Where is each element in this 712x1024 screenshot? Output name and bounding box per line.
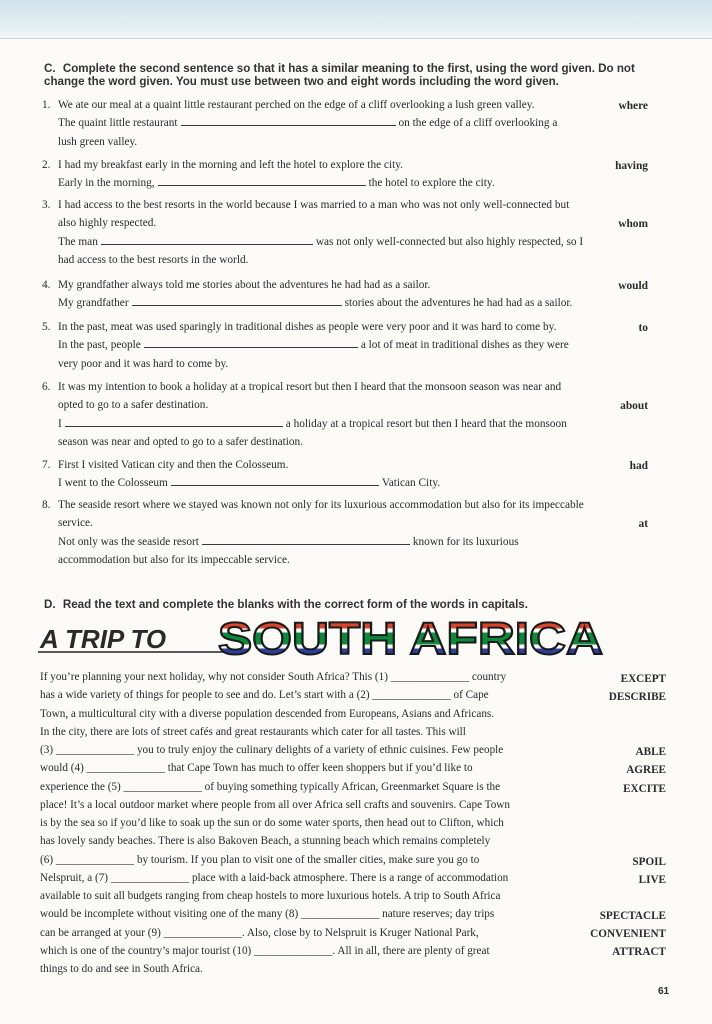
capital-word: EXCITE [623, 783, 666, 795]
rewrite-sentence [58, 114, 576, 151]
rewrite-end: a holiday at a tropical resort but then I heard that the monsoon season was near and opted to go to a safer destination. [58, 417, 567, 449]
rewrite-start: I [58, 417, 62, 430]
section-c-instruction-text: Complete the second sentence so that it has a similar meaning to the first, using the word given. Do not change the word given. You must use between two and eight words including the word given. [44, 62, 635, 88]
rewrite-end: stories about the adventures he had had as a sailor. [344, 297, 573, 310]
rewrite-end: a lot of meat in traditional dishes as they were very poor and it was hard to come by. [58, 339, 569, 370]
page-number: 61 [658, 986, 670, 997]
answer-blank[interactable] [132, 294, 342, 306]
answer-blank[interactable] [65, 415, 283, 427]
exercise-item [42, 96, 650, 151]
original-sentence: I had access to the best resorts in the world because I was married to a man who was not only well-connected but also highly respected. [58, 199, 570, 230]
capital-word: SPOIL [632, 856, 666, 868]
exercise-item [42, 496, 650, 570]
section-d-letter: D. [44, 598, 56, 611]
text-line: has a wide variety of things for people to see and do. Let’s start with a (2) ______________ of Cape [40, 689, 489, 702]
rewrite-sentence [58, 336, 588, 373]
keyword: at [638, 518, 648, 530]
keyword: about [620, 400, 648, 412]
text-line: Town, a multicultural city with a diverse population descended from Europeans, Asians and Africans. [40, 707, 495, 720]
rewrite-start: I went to the Colosseum [58, 477, 168, 490]
keyword: had [629, 460, 648, 472]
original-sentence: I had my breakfast early in the morning and left the hotel to explore the city. [58, 159, 403, 171]
text-line: place! It’s a local outdoor market where people from all over Africa sell crafts and souvenirs. Cape Town [40, 798, 510, 811]
original-sentence: The seaside resort where we stayed was known not only for its luxurious accommodation but also for its impeccable service. [58, 499, 584, 530]
rewrite-start: Early in the morning, [58, 177, 155, 190]
banner-main: SOUTH AFRICA [218, 613, 603, 664]
answer-blank[interactable] [158, 174, 366, 186]
capital-word: CONVENIENT [590, 928, 666, 940]
rewrite-start: The man [58, 235, 98, 248]
rewrite-sentence [58, 174, 588, 192]
text-line: experience the (5) ______________ of buying something typically African, Greenmarket Square is the [40, 780, 501, 793]
original-sentence: In the past, meat was used sparingly in traditional dishes as people were very poor and it was hard to come by. [58, 321, 557, 333]
rewrite-start: My grandfather [58, 297, 129, 310]
rewrite-sentence [58, 474, 588, 492]
capital-word: EXCEPT [620, 673, 666, 685]
section-d-instructions [44, 598, 654, 611]
banner-graphic [38, 612, 608, 664]
text-line: can be arranged at your (9) ______________. Also, close by to Nelspruit is Kruger National Park, [40, 926, 479, 939]
rewrite-sentence [58, 533, 588, 570]
capital-word: DESCRIBE [608, 691, 666, 703]
text-line: available to suit all budgets ranging from cheap hostels to more luxurious hotels. A trip to South Africa [40, 890, 501, 902]
rewrite-sentence [58, 415, 588, 452]
exercise-item [42, 196, 650, 270]
text-line: would be incomplete without visiting one of the many (8) ______________ nature reserves; day trips [40, 908, 495, 921]
exercise-item [42, 156, 650, 193]
original-sentence: We ate our meal at a quaint little restaurant perched on the edge of a cliff overlooking a lush green valley. [58, 99, 535, 111]
item-number: 8. [42, 499, 51, 511]
answer-blank[interactable] [144, 336, 358, 348]
original-sentence: My grandfather always told me stories about the adventures he had had as a sailor. [58, 279, 431, 291]
rewrite-end: known for its luxurious accommodation but also for its impeccable service. [58, 535, 519, 567]
text-line: which is one of the country’s major tourist (10) ______________. All in all, there are plenty of great [40, 944, 490, 957]
top-header-band [0, 0, 712, 39]
keyword: having [615, 160, 648, 172]
text-line: is by the sea so if you’d like to soak up the sun or do some water sports, then head out to Clifton, which [40, 817, 504, 829]
text-line: (3) ______________ you to truly enjoy the culinary delights of a variety of ethnic cuisines. Few people [40, 744, 504, 756]
exercise-item [42, 276, 650, 313]
rewrite-end: was not only well-connected but also highly respected, so I had access to the best resorts in the world. [58, 235, 584, 267]
text-line: (6) ______________ by tourism. If you plan to visit one of the smaller cities, make sure you go to [40, 853, 480, 866]
trip-banner [38, 612, 608, 664]
item-number: 2. [42, 159, 51, 171]
capital-word: ATTRACT [612, 946, 666, 958]
rewrite-end: Vatican City. [381, 477, 441, 490]
rewrite-start: In the past, people [58, 339, 141, 352]
keyword: to [638, 322, 648, 334]
item-number: 7. [42, 459, 51, 471]
rewrite-end: on the edge of a cliff overlooking a lush green valley. [58, 117, 558, 148]
item-number: 6. [42, 381, 51, 393]
keyword: whom [618, 218, 648, 230]
capital-word: AGREE [626, 764, 666, 776]
text-line: In the city, there are lots of street cafés and great restaurants which cater for all tastes. This will [40, 725, 466, 738]
section-d-instruction-text: Read the text and complete the blanks with the correct form of the words in capitals. [62, 598, 528, 611]
capital-word: LIVE [638, 874, 666, 886]
answer-blank[interactable] [171, 474, 379, 486]
text-line: has lovely sandy beaches. There is also Bakoven Beach, a stunning beach which remains completely [40, 835, 491, 848]
rewrite-sentence [58, 294, 588, 312]
item-number: 4. [42, 279, 51, 291]
item-number: 1. [42, 99, 51, 111]
answer-blank[interactable] [181, 114, 396, 126]
text-line: Nelspruit, a (7) ______________ place with a laid-back atmosphere. There is a range of accommodation [40, 871, 509, 884]
section-c-instructions [44, 62, 654, 88]
rewrite-start: Not only was the seaside resort [58, 535, 199, 548]
text-line: If you’re planning your next holiday, why not consider South Africa? This (1) ______________ country [40, 671, 507, 683]
capital-word: ABLE [635, 746, 666, 758]
original-sentence: It was my intention to book a holiday at a tropical resort but then I heard that the monsoon season was near and opted to go to a safer destination. [58, 381, 562, 412]
exercise-item [42, 318, 650, 373]
reading-text [40, 668, 560, 978]
text-line: things to do and see in South Africa. [40, 963, 203, 975]
answer-blank[interactable] [101, 233, 313, 245]
rewrite-end: the hotel to explore the city. [368, 177, 495, 190]
capital-word: SPECTACLE [599, 910, 666, 922]
rewrite-start: The quaint little restaurant [58, 117, 178, 130]
answer-blank[interactable] [202, 533, 410, 545]
rewrite-sentence [58, 233, 588, 270]
keyword: would [618, 280, 648, 292]
exercise-item [42, 456, 650, 493]
banner-prefix: A TRIP TO [40, 624, 167, 654]
section-c-letter: C. [44, 62, 56, 75]
item-number: 3. [42, 199, 51, 211]
item-number: 5. [42, 321, 51, 333]
text-line: would (4) ______________ that Cape Town has much to offer keen shoppers but if you’d like to [40, 762, 473, 775]
keyword: where [618, 100, 648, 112]
exercise-item [42, 378, 650, 452]
original-sentence: First I visited Vatican city and then the Colosseum. [58, 459, 289, 471]
